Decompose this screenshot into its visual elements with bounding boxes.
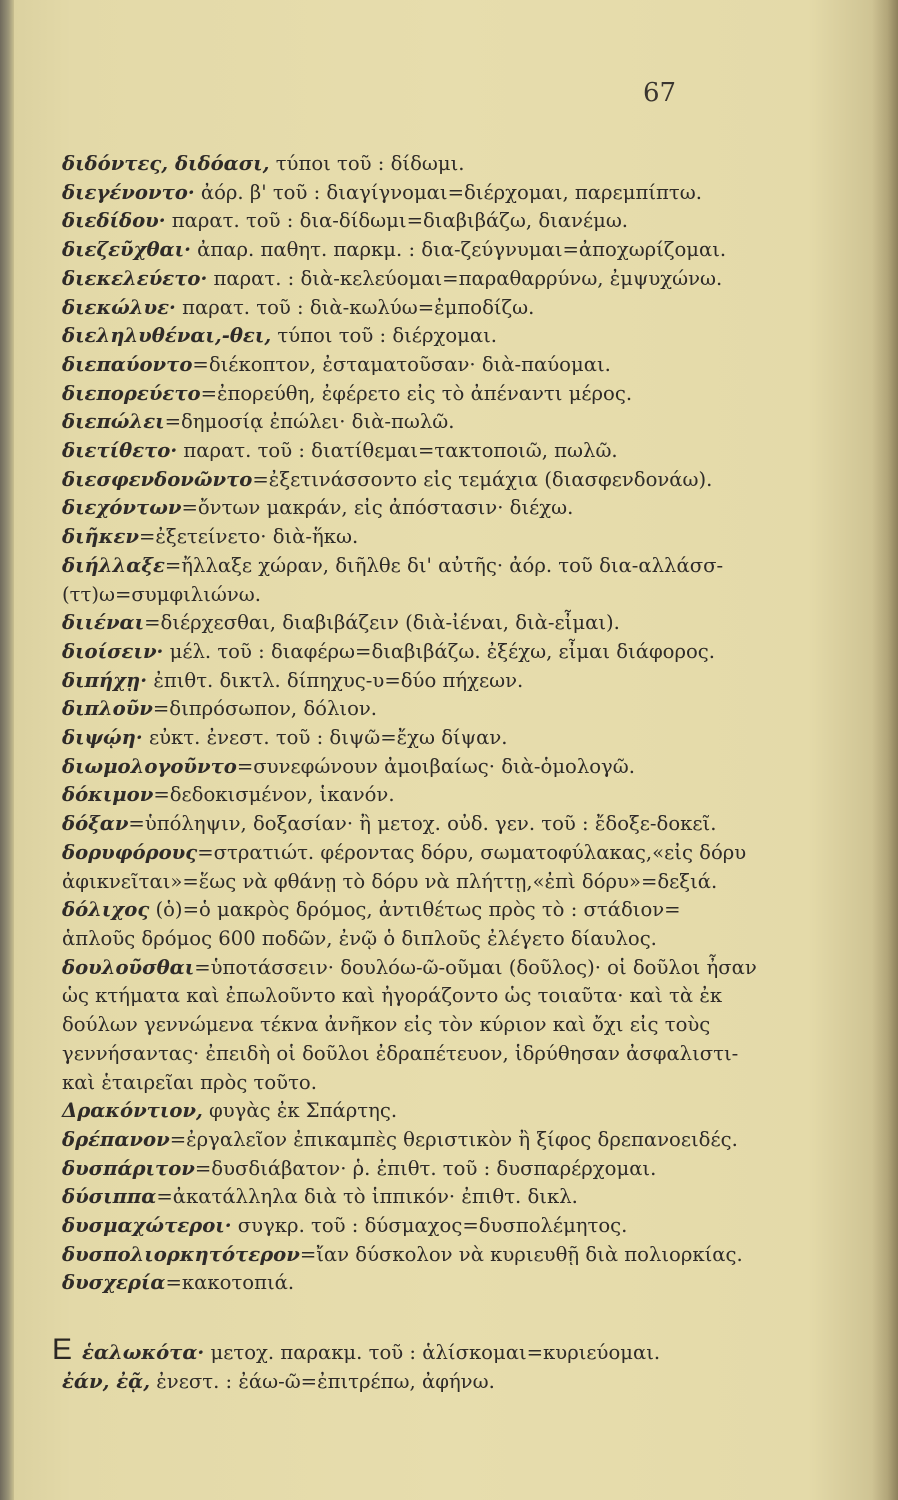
glossary-entry [62, 523, 782, 552]
entry-definition: μέλ. τοῦ : διαφέρω=διαβιβάζω. ἐξέχω, εἶμαι διάφορος. [163, 639, 715, 663]
entry-definition: ἀόρ. β' τοῦ : διαγίγνομαι=διέρχομαι, παρεμπίπτω. [194, 180, 702, 204]
section-e [52, 1333, 782, 1396]
glossary-entry [62, 265, 782, 294]
entry-headword: διεζεῦχθαι· [62, 238, 191, 262]
entry-definition: παρατ. τοῦ : διὰ-κωλύω=ἐμποδίζω. [175, 295, 535, 319]
entry-headword: διψῴη· [62, 726, 143, 750]
glossary-entry [62, 294, 782, 323]
entry-definition: ἀπαρ. παθητ. παρκμ. : δια-ζεύγνυμαι=ἀποχωρίζομαι. [190, 238, 727, 262]
entry-definition: =συνεφώνουν ἀμοιβαίως· διὰ-ὁμολογῶ. [236, 754, 635, 778]
glossary-entry-continuation [62, 1011, 782, 1040]
entry-headword: διεληλυθέναι,-θει, [62, 324, 272, 348]
entry-headword: δυσμαχώτεροι· [62, 1214, 232, 1238]
glossary-entry [52, 1333, 782, 1368]
entry-headword: δρέπανον [62, 1127, 170, 1151]
glossary-entry-continuation [62, 925, 782, 954]
glossary-entry [62, 609, 782, 638]
entry-definition: =ἐπορεύθη, ἐφέρετο εἰς τὸ ἀπέναντι μέρος. [200, 381, 633, 405]
entry-definition: (ὁ)=ὁ μακρὸς δρόμος, ἀντιθέτως πρὸς τὸ : στάδιον= [149, 898, 681, 922]
glossary-entry [62, 695, 782, 724]
entry-headword: διεκελεύετο· [62, 266, 208, 290]
glossary-entry [62, 839, 782, 868]
entry-headword: διδόντες, διδόασι, [62, 152, 270, 175]
section-letter: E [52, 1333, 73, 1367]
entry-headword: διωμολογοῦντο [62, 754, 237, 778]
glossary-entry [62, 1241, 782, 1270]
glossary-entry [62, 150, 782, 179]
entry-headword: δυσχερία [62, 1271, 166, 1295]
entry-headword: δουλοῦσθαι [62, 955, 195, 979]
entry-definition: =ἐργαλεῖον ἐπικαμπὲς θεριστικὸν ἢ ξίφος δρεπανοειδές. [169, 1127, 738, 1151]
entry-definition: (ττ)ω=συμφιλιώνω. [62, 582, 261, 606]
entry-headword: διεπορεύετο [62, 381, 201, 405]
entry-headword: διήλλαξε [62, 553, 165, 577]
entry-definition: =δεδοκισμένον, ἱκανόν. [153, 783, 395, 807]
glossary-entry [62, 1269, 782, 1298]
glossary-entry [62, 1368, 782, 1397]
page-edge [872, 0, 898, 1500]
entry-definition: καὶ ἑταιρεῖαι πρὸς τοῦτο. [62, 1070, 317, 1094]
glossary-entry [62, 810, 782, 839]
entry-headword: διεγένοντο· [62, 180, 195, 204]
entry-definition: τύποι τοῦ : δίδωμι. [269, 152, 465, 175]
entry-definition: φυγὰς ἐκ Σπάρτης. [202, 1099, 398, 1123]
entry-headword: διεκώλυε· [62, 295, 176, 319]
entry-definition: τύποι τοῦ : διέρχομαι. [271, 324, 498, 348]
entry-definition: =στρατιώτ. φέροντας δόρυ, σωματοφύλακας,«εἰς δόρυ [197, 840, 747, 864]
entry-headword: διετίθετο· [62, 439, 178, 463]
entry-definition: ἐνεστ. : ἐάω-ῶ=ἐπιτρέπω, ἀφήνω. [150, 1369, 495, 1393]
page-number: 67 [643, 78, 677, 108]
entry-headword: δύσιππα [62, 1185, 157, 1209]
glossary-entry [62, 1183, 782, 1212]
glossary-entry [62, 437, 782, 466]
glossary-entry-continuation [62, 982, 782, 1011]
glossary-entry [62, 552, 782, 581]
entry-definition: =ἐξετινάσσοντο εἰς τεμάχια (διασφενδονάω). [252, 467, 713, 491]
entry-headword: δυσπολιορκητότερον [62, 1242, 300, 1266]
glossary-entry [62, 724, 782, 753]
entry-definition: παρατ. τοῦ : διατίθεμαι=τακτοποιῶ, πωλῶ. [177, 439, 618, 463]
entry-definition: =δυσδιάβατον· ῥ. ἐπιθτ. τοῦ : δυσπαρέρχομαι. [194, 1156, 657, 1180]
glossary-entry-continuation [62, 868, 782, 897]
entry-definition: =δημοσίᾳ ἐπώλει· διὰ-πωλῶ. [164, 410, 455, 434]
entry-definition: =ἀκατάλληλα διὰ τὸ ἱππικόν· ἐπιθτ. δικλ. [156, 1185, 578, 1209]
glossary-entry [62, 408, 782, 437]
entry-definition: ἁπλοῦς δρόμος 600 ποδῶν, ἐνῷ ὁ διπλοῦς ἐλέγετο δίαυλος. [62, 926, 657, 950]
glossary-entry [62, 1212, 782, 1241]
entry-definition: =διέρχεσθαι, διαβιβάζειν (διὰ-ἰέναι, διὰ-εἶμαι). [144, 611, 620, 635]
entry-definition: γεννήσαντας· ἐπειδὴ οἱ δοῦλοι ἐδραπέτευον, ἱδρύθησαν ἀσφαλιστι- [62, 1041, 739, 1065]
entry-headword: διπλοῦν [62, 697, 153, 721]
glossary-entry [62, 638, 782, 667]
glossary-entry [62, 207, 782, 236]
entry-headword: δόλιχος [62, 898, 150, 922]
entry-headword: δορυφόρους [62, 840, 198, 864]
glossary-entry [62, 781, 782, 810]
entry-headword: διεπαύοντο [62, 352, 193, 376]
glossary-entry [62, 667, 782, 696]
glossary-entry-continuation [62, 581, 782, 610]
entry-definition: =ἤλλαξε χώραν, διῆλθε δι' αὐτῆς· ἀόρ. τοῦ δια-αλλάσσ- [164, 553, 724, 577]
entry-definition: εὐκτ. ἐνεστ. τοῦ : διψῶ=ἔχω δίψαν. [142, 726, 508, 750]
glossary-entries [52, 150, 782, 1397]
entry-headword: διοίσειν· [62, 639, 164, 663]
entry-headword: Δρακόντιον, [62, 1099, 203, 1123]
entry-definition: ἐπιθτ. δικτλ. δίπηχυς-υ=δύο πήχεων. [147, 668, 524, 692]
glossary-entry [62, 1155, 782, 1184]
entry-headword: διεπώλει [62, 410, 165, 434]
book-spine [0, 0, 14, 1500]
glossary-entry [62, 896, 782, 925]
entry-definition: =διπρόσωπον, δόλιον. [152, 697, 378, 721]
entry-definition: δούλων γεννώμενα τέκνα ἀνῆκον εἰς τὸν κύριον καὶ ὄχι εἰς τοὺς [62, 1013, 711, 1037]
glossary-entry [62, 322, 782, 351]
entry-definition: =ὑποτάσσειν· δουλόω-ῶ-οῦμαι (δοῦλος)· οἱ δοῦλοι ἦσαν [194, 955, 757, 979]
glossary-entry-continuation [62, 1040, 782, 1069]
entry-headword: δυσπάριτον [62, 1156, 195, 1180]
glossary-entry [62, 380, 782, 409]
entry-headword: διεσφενδονῶντο [62, 467, 253, 491]
glossary-entry [62, 954, 782, 983]
entry-definition: =διέκοπτον, ἐσταματοῦσαν· διὰ-παύομαι. [192, 352, 611, 376]
entry-definition: =ὄντων μακράν, εἰς ἀπόστασιν· διέχω. [181, 496, 574, 520]
glossary-entry [62, 179, 782, 208]
entry-definition: =ἐξετείνετο· διὰ-ἥκω. [139, 525, 359, 549]
entry-headword: διιέναι [62, 611, 145, 635]
entry-headword: διεχόντων [62, 496, 182, 520]
entry-headword: διεδίδου· [62, 209, 166, 233]
glossary-entry [62, 753, 782, 782]
entry-headword: διῆκεν [62, 525, 139, 549]
glossary-entry [62, 1126, 782, 1155]
entry-definition: παρατ. : διὰ-κελεύομαι=παραθαρρύνω, ἐμψυχώνω. [207, 266, 723, 290]
glossary-entry [62, 236, 782, 265]
entry-definition: παρατ. τοῦ : δια-δίδωμι=διαβιβάζω, διανέμω. [165, 209, 629, 233]
entry-definition: =ἴαν δύσκολον νὰ κυριευθῇ διὰ πολιορκίας. [299, 1242, 743, 1266]
entry-definition: =κακοτοπιά. [165, 1271, 295, 1295]
entry-headword: δόξαν [62, 812, 129, 836]
entry-definition: μετοχ. παρακμ. τοῦ : ἁλίσκομαι=κυριεύομαι. [204, 1341, 661, 1365]
glossary-entry-continuation [62, 1069, 782, 1098]
entry-definition: ὡς κτήματα καὶ ἐπωλοῦντο καὶ ἠγοράζοντο ὡς τοιαῦτα· καὶ τὰ ἐκ [62, 984, 723, 1008]
entry-headword: διπήχῃ· [62, 668, 148, 692]
entry-definition: συγκρ. τοῦ : δύσμαχος=δυσπολέμητος. [231, 1214, 628, 1238]
entry-headword: ἑαλωκότα· [82, 1341, 205, 1365]
entry-definition: =ὑπόληψιν, δοξασίαν· ἢ μετοχ. οὐδ. γεν. τοῦ : ἔδοξε-δοκεῖ. [128, 812, 717, 836]
entry-headword: δόκιμον [62, 783, 154, 807]
entry-headword: ἐάν, ἐᾷ, [62, 1369, 151, 1393]
entry-definition: ἀφικνεῖται»=ἕως νὰ φθάνῃ τὸ δόρυ νὰ πλήττῃ,«ἐπὶ δόρυ»=δεξιά. [62, 869, 718, 893]
glossary-entry [62, 1097, 782, 1126]
glossary-entry [62, 494, 782, 523]
glossary-entry [62, 466, 782, 495]
glossary-entry [62, 351, 782, 380]
